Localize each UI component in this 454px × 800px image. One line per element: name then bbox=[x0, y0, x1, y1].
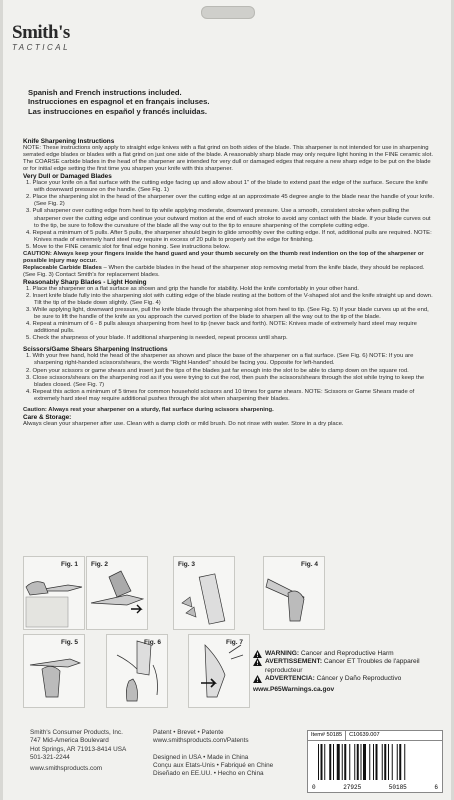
section-title-knife: Knife Sharpening Instructions bbox=[23, 138, 115, 145]
figure-1 bbox=[23, 556, 85, 630]
scissors-step: 4. Repeat this action a minimum of 5 times for common household scissors and 10 times for game shears. NOTE: Scissors or Game Shears made of extremely hard steel may require additional pushes through the slot when sharpening their blades. bbox=[26, 388, 415, 402]
dull-step: 5. Move to the FINE ceramic slot for final edge honing. See instructions below. bbox=[26, 243, 230, 250]
figure-6 bbox=[106, 634, 168, 708]
warning-en bbox=[253, 650, 443, 658]
barcode-bar bbox=[373, 744, 374, 780]
replace-text: – When the carbide blades in the head of the sharpener stop removing metal from the knife blade, they should be replaced. (See Fig. 3) Contact Smith's for replacement blades. bbox=[23, 264, 425, 278]
figure-label: Fig. 6 bbox=[144, 639, 161, 646]
barcode-digit: 6 bbox=[434, 784, 438, 791]
figure-3 bbox=[173, 556, 235, 630]
address-line: 501-321-2244 bbox=[30, 753, 70, 761]
barcode-bar bbox=[342, 744, 343, 780]
barcode-bar bbox=[337, 744, 340, 780]
barcode-bar bbox=[324, 744, 325, 780]
care-text: Always clean your sharpener after use. Clean with a damp cloth or mild brush. Do not rinse with water. Store in a dry place. bbox=[23, 420, 344, 427]
dull-step: 4. Repeat a minimum of 5 pulls. After 5 pulls, the sharpener should begin to glide smoothly over the cutting edge. If not, additional pulls are required. NOTE: Knives made of extremely hard steel may require in excess of 20 pulls to properly set the edge for finishing. bbox=[26, 229, 432, 243]
knife-note: NOTE: These instructions only apply to straight edge knives with a flat grind on both sides of the blade. This sharpener is not intended for use in sharpening serrated edge blades or blades with a flat grind on just one side of the blade. A reasonably sharp blade may only require light honing in the FINE ceramic slot. The COARSE carbide blades in the head of the sharpener are intended for very dull or damaged edges that require a new sharp edge to be put on the blade or for initial edge setting the first time you sharpen your knife with this sharpener. bbox=[23, 145, 433, 173]
section-title-dull: Very Dull or Damaged Blades bbox=[23, 173, 112, 181]
item-code: C10639.007 bbox=[349, 732, 380, 738]
caution-fingers: CAUTION: Always keep your fingers inside the hand guard and your thumb securely on the thumb rest indention on the top of the sharpener or possible injury may occur. bbox=[23, 250, 424, 264]
barcode-bar bbox=[376, 744, 378, 780]
sharp-step: 2. Insert knife blade fully into the sharpening slot with cutting edge of the blade resting at the bottom of the V-shaped slot and the knife straight up and down. Tilt the tip of the blade down slightly. (See Fig. 4) bbox=[26, 293, 433, 307]
section-title-scissors: Scissors/Game Shears Sharpening Instructions bbox=[23, 346, 168, 354]
dull-step: 2. Place the sharpening slot in the head of the sharpener over the cutting edge at an approximate 45 degree angle to the blade near the handle of your knife. (See Fig. 2) bbox=[26, 194, 435, 208]
figure-label: Fig. 1 bbox=[61, 561, 78, 568]
figure-7 bbox=[188, 634, 250, 708]
barcode-digit: 0 bbox=[312, 784, 316, 791]
barcode-bar bbox=[329, 744, 331, 780]
figure-5 bbox=[23, 634, 85, 708]
language-line-es: Las instrucciones en español y francés incluidas. bbox=[28, 106, 207, 116]
section-title-replace: Replaceable Carbide Blades bbox=[23, 264, 102, 271]
figure-label: Fig. 4 bbox=[301, 561, 318, 568]
figure-label: Fig. 2 bbox=[91, 561, 108, 568]
language-line-fr: Instrucciones en espagnol et en français incluses. bbox=[28, 97, 210, 107]
barcode-bar bbox=[388, 744, 389, 780]
prop65-warning bbox=[253, 650, 443, 694]
barcode-bar bbox=[382, 744, 383, 780]
hang-hole bbox=[201, 6, 255, 19]
scissors-step: 3. Close scissors/shears on the sharpening rod as if you were trying to cut the rod, then push the scissors/shears through the slot while trying to keep the blades closed. (See Fig. 7) bbox=[26, 374, 425, 388]
barcode-bar bbox=[384, 744, 386, 780]
barcode-bar bbox=[318, 744, 319, 780]
address-line: www.smithsproducts.com bbox=[30, 765, 103, 773]
barcode-label bbox=[307, 730, 443, 793]
figure-2 bbox=[86, 556, 148, 630]
barcode-bar bbox=[392, 744, 393, 780]
language-line-en: Spanish and French instructions included. bbox=[28, 88, 182, 97]
address-line: 747 Mid-America Boulevard bbox=[30, 737, 109, 745]
warning-text: Cancer and Reproductive Harm bbox=[299, 650, 394, 657]
patent-origin-info bbox=[153, 729, 273, 778]
warning-text: Cancer ET Troubles de l'appareil reproducteur bbox=[265, 658, 420, 674]
barcode-bar bbox=[361, 744, 362, 780]
scissors-step: 2. Open your scissors or game shears and insert just the tips of the blades just far enough into the slot to be able to clamp down on the square rod. bbox=[26, 367, 409, 374]
barcode-bar bbox=[363, 744, 366, 780]
dull-step: 3. Pull sharpener over cutting edge from heel to tip while applying moderate, downward pressure. Use a smooth, consistent stroke when pulling the sharpener over the cutting edge and continue your outward motion at the end of each stroke to avoid any contact with the blade. If your blade curves out to the tip, be sure to follow the curvature of the blade all the way out to the tip to ensure sharpening of the complete cutting edge. bbox=[26, 208, 431, 229]
section-title-care: Care & Storage: bbox=[23, 413, 72, 421]
patent-line: Patent • Brevet • Patente bbox=[153, 729, 224, 736]
sharp-step: 3. While applying light, downward pressure, pull the knife blade through the sharpening slot from heel to tip. (See Fig. 5) If your blade curves up at the end, be sure to lift the handle of the knife as you approach the curved portion of the blade to sharpen all the way out to the tip of the blade. bbox=[26, 307, 429, 321]
warning-label: ADVERTENCIA: bbox=[265, 675, 315, 683]
barcode-bar bbox=[321, 744, 323, 780]
sharp-step: 1. Place the sharpener on a flat surface as shown and grip the handle for stability. Hold the knife comfortably in your other hand. bbox=[26, 285, 359, 292]
item-number: Item# 50185 bbox=[308, 731, 346, 740]
packaging-card bbox=[3, 0, 451, 800]
figure-4 bbox=[263, 556, 325, 630]
brand-subline: TACTICAL bbox=[12, 43, 71, 52]
barcode bbox=[316, 744, 434, 780]
barcode-bar bbox=[399, 744, 401, 780]
warning-es bbox=[253, 675, 443, 683]
warning-label: WARNING: bbox=[265, 650, 300, 657]
barcode-bar bbox=[349, 744, 350, 780]
figure-label: Fig. 7 bbox=[226, 639, 243, 646]
barcode-bar bbox=[397, 744, 398, 780]
warning-text: Cáncer y Daño Reproductivo bbox=[314, 675, 402, 683]
instructions-text bbox=[23, 138, 435, 428]
warning-fr bbox=[253, 658, 443, 675]
section-title-sharp: Reasonably Sharp Blades - Light Honing bbox=[23, 278, 147, 286]
warning-url: www.P65Warnings.ca.gov bbox=[253, 685, 335, 693]
sharp-step: 5. Check the sharpness of your blade. If additional sharpening is needed, repeat process until sharp. bbox=[26, 335, 288, 342]
replaceable-blades-paragraph bbox=[23, 265, 435, 279]
language-notice bbox=[28, 88, 209, 116]
barcode-bar bbox=[357, 744, 359, 780]
origin-line: Designed in USA • Made in China bbox=[153, 753, 249, 761]
patent-line: www.smithsproducts.com/Patents bbox=[153, 737, 249, 745]
barcode-bar bbox=[369, 744, 370, 780]
origin-line: Diseñado en EE.UU. • Hecho en China bbox=[153, 770, 264, 778]
figure-label: Fig. 5 bbox=[61, 639, 78, 646]
warning-triangle-icon bbox=[253, 650, 262, 658]
address-line: Smith's Consumer Products, Inc. bbox=[30, 729, 123, 736]
scissors-step: 1. With your free hand, hold the head of the sharpener as shown and place the base of the sharpener on a flat surface. (See Fig. 6) NOTE: If you are sharpening right-handed scissors/shears, the words "Right Handed" should be facing you. Opposite for left-handed. bbox=[26, 353, 414, 367]
warning-triangle-icon bbox=[253, 675, 262, 683]
caution-surface: Caution: Always rest your sharpener on a sturdy, flat surface during scissors sharpening. bbox=[23, 406, 274, 413]
warning-label: AVERTISSEMENT: bbox=[265, 658, 323, 666]
barcode-bar bbox=[333, 744, 334, 780]
dull-step: 1. Place your knife on a flat surface with the cutting edge facing up and allow about 1" of the blade to extend past the edge of the surface. Secure the knife with downward pressure on the handle. (See Fig. 1) bbox=[26, 180, 428, 194]
company-address bbox=[30, 729, 126, 773]
barcode-bar bbox=[354, 744, 355, 780]
origin-line: Conçu aux Etats-Unis • Fabriqué en Chine bbox=[153, 761, 274, 769]
address-line: Hot Springs, AR 71913-8414 USA bbox=[30, 745, 127, 753]
brand-logo bbox=[12, 24, 70, 52]
barcode-bar bbox=[404, 744, 405, 780]
figure-label: Fig. 3 bbox=[178, 561, 195, 568]
warning-triangle-icon bbox=[253, 658, 262, 666]
sharp-step: 4. Repeat a minimum of 6 - 8 pulls always sharpening from heel to tip (never back and forth). NOTE: Knives made of extremely hard steel may require additional pulls. bbox=[26, 321, 417, 335]
barcode-bar bbox=[344, 744, 346, 780]
brand-name: Smith's bbox=[12, 22, 70, 43]
barcode-digit: 50185 bbox=[388, 784, 407, 791]
barcode-digit: 27925 bbox=[343, 784, 362, 791]
